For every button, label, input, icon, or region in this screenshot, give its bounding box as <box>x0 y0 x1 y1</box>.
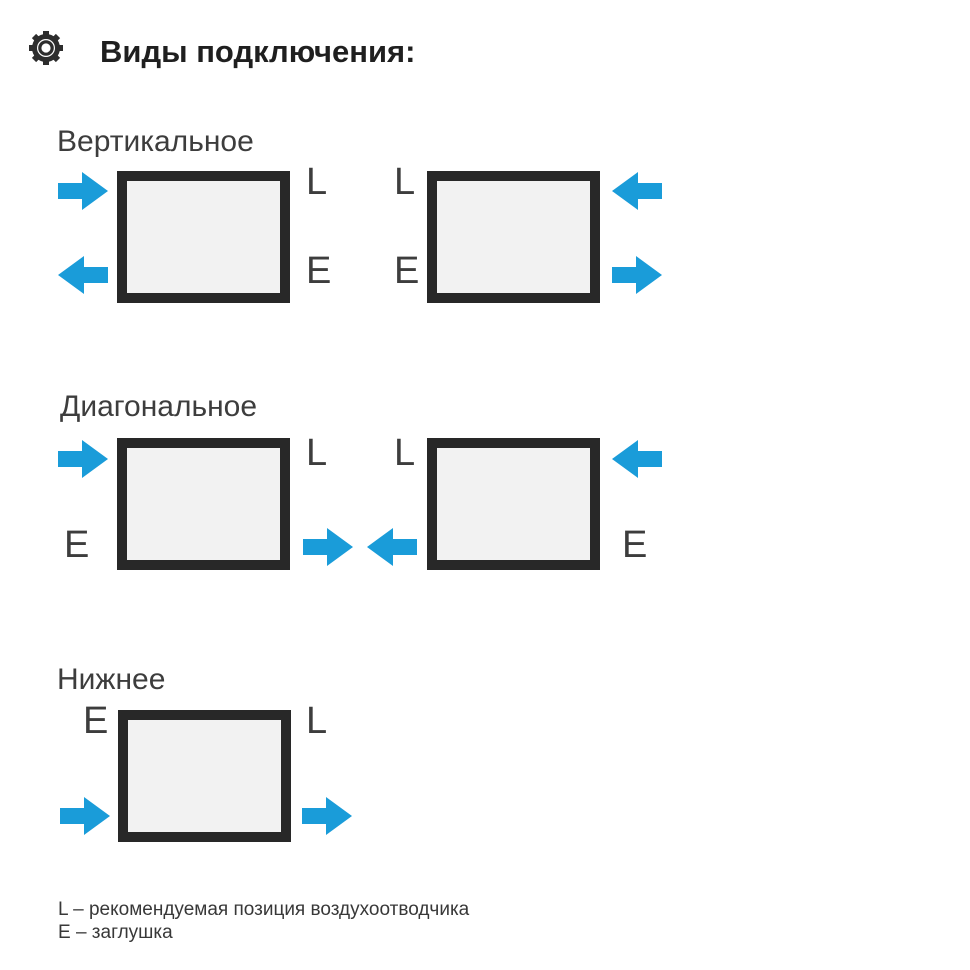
plug-label-diagonal-left: E <box>64 524 90 566</box>
air-vent-label-diagonal-left: L <box>306 432 328 474</box>
outlet-arrow-vertical-left <box>58 256 108 294</box>
plug-label-vertical-left: E <box>306 250 332 292</box>
radiator-diagonal-right <box>427 438 600 570</box>
inlet-arrow-vertical-left <box>58 172 108 210</box>
air-vent-label-bottom: L <box>306 700 328 742</box>
page-title: Виды подключения: <box>100 34 416 69</box>
legend-plug-line: E – заглушка <box>58 922 173 943</box>
section-title-diagonal: Диагональное <box>60 390 258 423</box>
outlet-arrow-diagonal-left <box>303 528 353 566</box>
inlet-arrow-bottom <box>60 797 110 835</box>
section-title-bottom: Нижнее <box>57 663 166 696</box>
outlet-arrow-vertical-right <box>612 256 662 294</box>
outlet-arrow-bottom <box>302 797 352 835</box>
outlet-arrow-diagonal-right <box>367 528 417 566</box>
legend-air-vent-line: L – рекомендуемая позиция воздухоотводчика <box>58 899 470 920</box>
plug-label-vertical-right: E <box>394 250 420 292</box>
gear-icon <box>27 29 65 67</box>
radiator-vertical-left <box>117 171 290 303</box>
air-vent-label-vertical-left: L <box>306 161 328 203</box>
air-vent-label-diagonal-right: L <box>394 432 416 474</box>
radiator-bottom <box>118 710 291 842</box>
section-title-vertical: Вертикальное <box>57 125 254 158</box>
plug-label-bottom: E <box>83 700 109 742</box>
radiator-diagonal-left <box>117 438 290 570</box>
legend <box>58 898 469 944</box>
inlet-arrow-diagonal-left <box>58 440 108 478</box>
radiator-vertical-right <box>427 171 600 303</box>
air-vent-label-vertical-right: L <box>394 161 416 203</box>
inlet-arrow-vertical-right <box>612 172 662 210</box>
inlet-arrow-diagonal-right <box>612 440 662 478</box>
plug-label-diagonal-right: E <box>622 524 648 566</box>
